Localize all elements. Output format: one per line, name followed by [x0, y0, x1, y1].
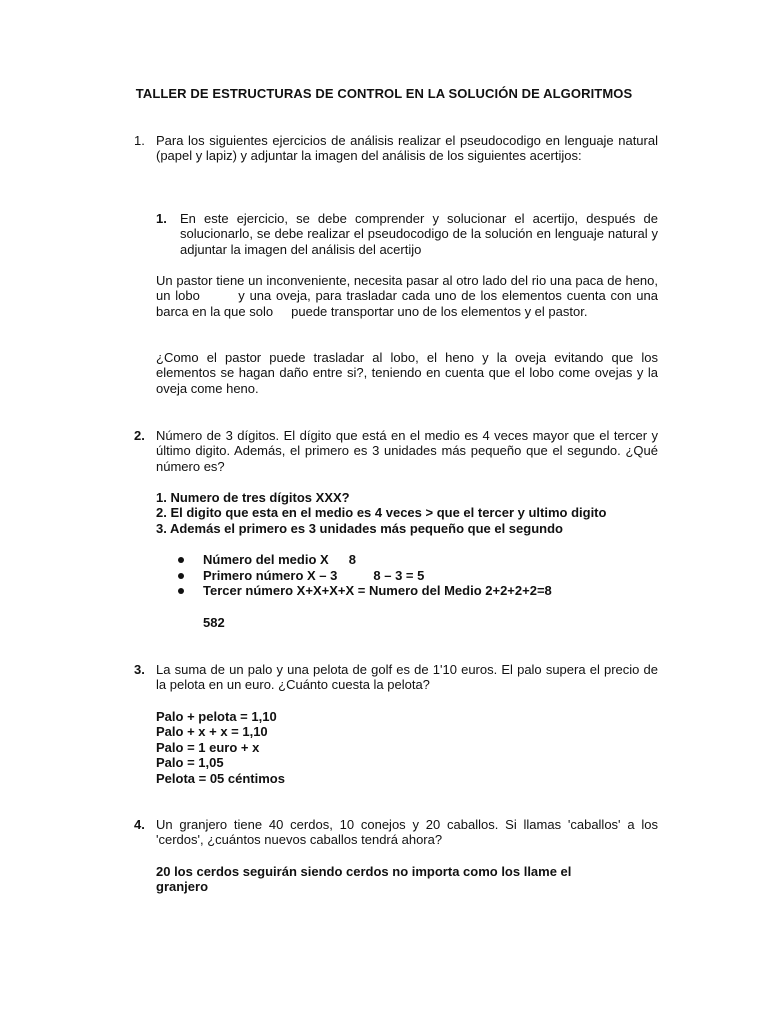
document-title: TALLER DE ESTRUCTURAS DE CONTROL EN LA SOLUCIÓN DE ALGORITMOS [135, 86, 633, 101]
exercise-2-step: 3. Además el primero es 3 unidades más pequeño que el segundo [156, 520, 563, 536]
exercise-2-steps [156, 490, 676, 536]
exercise-2-number: 2. [134, 428, 145, 443]
intro-number: 1. [134, 133, 145, 148]
bullet-value: 8 [348, 552, 356, 567]
exercise-4-number: 4. [134, 817, 145, 832]
exercise-1-instruction: En este ejercicio, se debe comprender y solucionar el acertijo, después de solucionarlo, se debe realizar el pseudocodigo de la solución en lenguaje natural y adjuntar la imagen del análisis del acertijo [180, 211, 658, 257]
intro-text: Para los siguientes ejercicios de análisis realizar el pseudocodigo en lenguaje natural (papel y lapiz) y adjuntar la imagen del análisis de los siguientes acertijos: [156, 133, 658, 164]
solution-line: Pelota = 05 céntimos [156, 770, 285, 786]
bullet-dot [178, 588, 184, 594]
exercise-2-step: 1. Numero de tres dígitos XXX? [156, 490, 350, 505]
exercise-2-text: Número de 3 dígitos. El dígito que está en el medio es 4 veces mayor que el tercer y último digito. Además, el primero es 3 unidades más pequeño que el segundo. ¿Qué número es? [156, 428, 658, 474]
solution-line: Palo + pelota = 1,10 [156, 709, 277, 724]
exercise-2-step: 2. El digito que esta en el medio es 4 veces > que el tercer y ultimo digito [156, 505, 607, 521]
exercise-3-solution [156, 709, 285, 786]
bullet-first-number [203, 568, 424, 583]
exercise-1-riddle: Un pastor tiene un inconveniente, necesita pasar al otro lado del rio una paca de heno, un lobo y una oveja, para trasladar cada uno de los elementos cuenta con una barca en la que solo puede transportar uno de los elementos y el pastor. [156, 273, 662, 319]
exercise-2-answer: 582 [203, 615, 225, 630]
bullet-value: 8 – 3 = 5 [373, 568, 425, 583]
bullet-dot [178, 573, 184, 579]
exercise-4-text: Un granjero tiene 40 cerdos, 10 conejos y 20 caballos. Si llamas 'caballos' a los 'cerdos', ¿cuántos nuevos caballos tendrá ahora? [156, 817, 658, 848]
solution-line: Palo + x + x = 1,10 [156, 724, 268, 740]
bullet-label: Primero número X – 3 [203, 568, 338, 583]
solution-line: Palo = 1,05 [156, 755, 224, 771]
exercise-1-question: ¿Como el pastor puede trasladar al lobo, el heno y la oveja evitando que los elementos se hagan daño entre si?, teniendo en cuenta que el lobo come ovejas y la oveja come heno. [156, 350, 658, 396]
bullet-third-number: Tercer número X+X+X+X = Numero del Medio 2+2+2+2=8 [203, 583, 552, 598]
solution-line: Palo = 1 euro + x [156, 739, 260, 755]
exercise-3-number: 3. [134, 662, 145, 677]
bullet-dot [178, 557, 184, 563]
bullet-label: Número del medio X [203, 552, 329, 567]
bullet-middle-number [203, 552, 356, 567]
exercise-4-answer: 20 los cerdos seguirán siendo cerdos no importa como los llame el granjero [156, 864, 572, 895]
exercise-1-number: 1. [156, 211, 167, 226]
exercise-3-text: La suma de un palo y una pelota de golf es de 1'10 euros. El palo supera el precio de la pelota en un euro. ¿Cuánto cuesta la pelota? [156, 662, 658, 693]
